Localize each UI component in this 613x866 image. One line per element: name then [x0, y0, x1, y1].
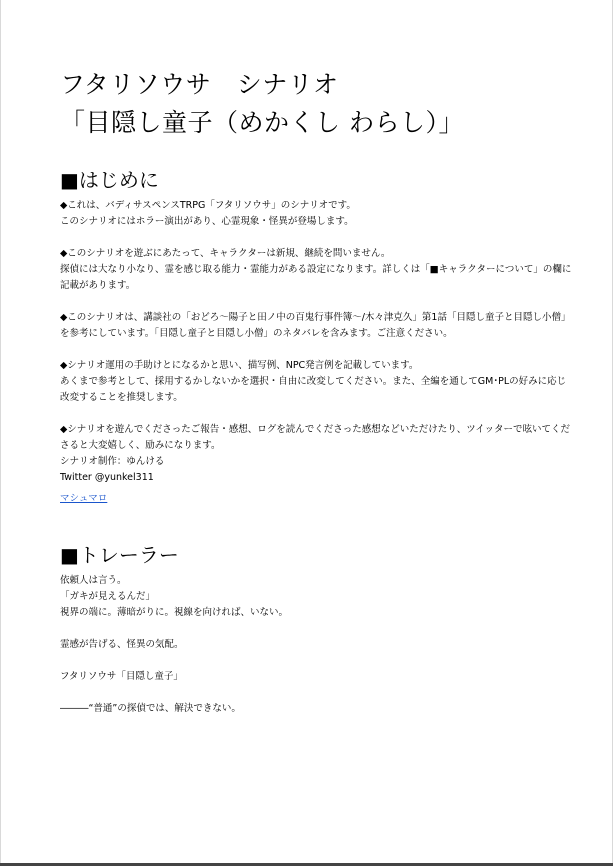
document-title-line1: フタリソウサ シナリオ: [60, 70, 339, 99]
intro-paragraph-1: ◆これは、バディサスペンスTRPG「フタリソウサ」のシナリオです。 このシナリオにはホラー演出があり、心霊現象・怪異が登場します。: [60, 200, 356, 227]
intro-heading: ■はじめに: [60, 168, 159, 192]
intro-paragraph-2: ◆このシナリオを遊ぶにあたって、キャラクターは新規、継続を問いません。 探偵には大なり小なり、霊を感じ取る能力・霊能力がある設定になります。詳しくは「■キャラクターについて」の欄に記載があります。: [60, 248, 572, 291]
intro-paragraph-4: ◆シナリオ運用の手助けとになるかと思い、描写例、NPC発言例を記載しています。 あくまで参考として、採用するかしないかを選択・自由に改変してください。また、全編を通してGM･PLの好みに応じ改変することを推奨します。: [60, 360, 567, 403]
trailer-paragraph-1: 依頼人は言う。 「ガキが見えるんだ」 視界の端に。薄暗がりに。視線を向ければ、いない。: [60, 575, 289, 618]
trailer-heading: ■トレーラー: [60, 543, 179, 567]
document-title-line2: 「目隠し童子（めかくし わらし）」: [60, 108, 464, 137]
trailer-paragraph-4: ―――“普通”の探偵では、解決できない。: [60, 703, 241, 714]
intro-paragraph-3: ◆このシナリオは、講談社の「おどろ～陽子と田ノ中の百鬼行事件簿～/木々津克久」第1話「目隠し童子と目隠し小僧」を参考にしています。「目隠し童子と目隠し小僧」のネタバレを含みます。ご注意ください。: [60, 312, 571, 339]
trailer-paragraph-2: 霊感が告げる、怪異の気配。: [60, 639, 184, 650]
trailer-paragraph-3: フタリソウサ「目隠し童子」: [60, 671, 183, 682]
marshmallow-link[interactable]: マシュマロ: [60, 493, 108, 504]
intro-paragraph-5: ◆シナリオを遊んでくださったご報告・感想、ログを読んでくださった感想などいただけたり、ツイッターで呟いてくださると大変嬉しく、励みになります。 シナリオ制作：ゆんける Twitter @yunkel311: [60, 424, 571, 483]
document-content: [60, 66, 575, 717]
